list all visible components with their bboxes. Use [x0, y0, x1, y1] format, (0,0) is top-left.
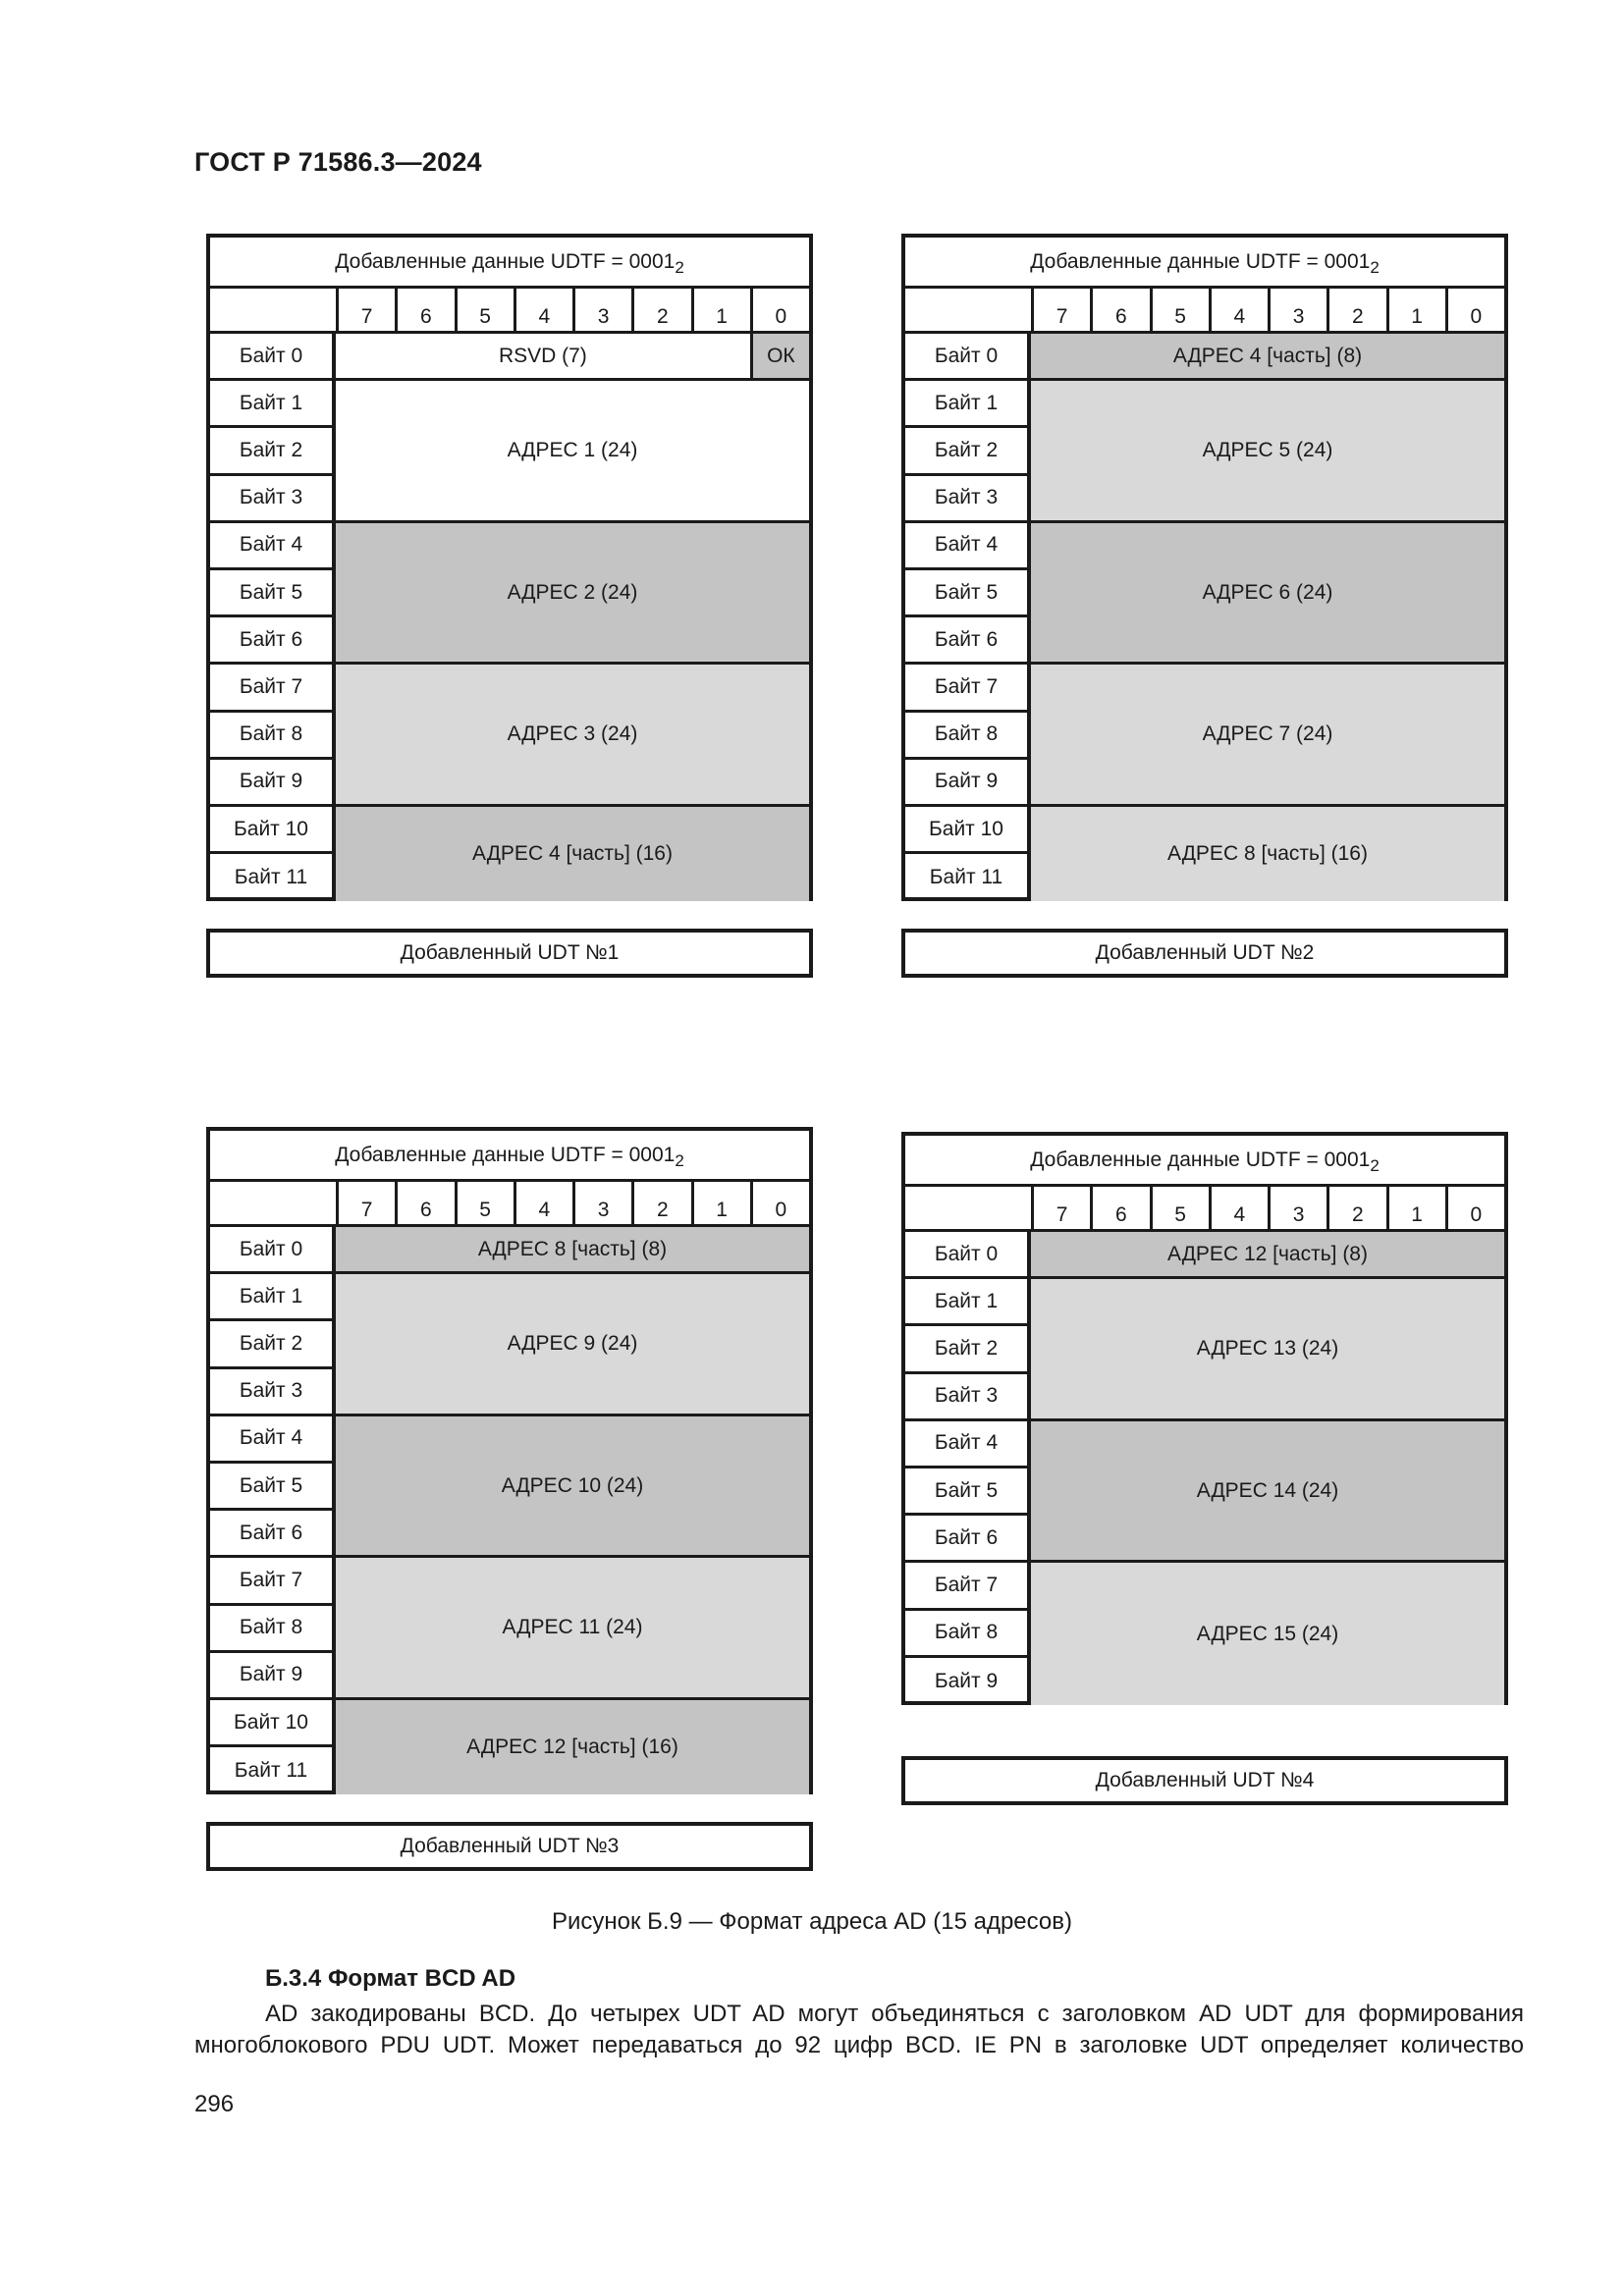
byte-label: Байт 1 [210, 381, 332, 428]
figure-caption: Рисунок Б.9 — Формат адреса AD (15 адресов) [551, 1908, 1073, 1935]
field-byte-0: АДРЕС 4 [часть] (8) [1031, 334, 1504, 381]
byte-label: Байт 5 [210, 1464, 332, 1511]
field-byte-0: АДРЕС 12 [часть] (8) [1031, 1232, 1504, 1279]
byte-label: Байт 6 [905, 617, 1027, 665]
byte-label: Байт 1 [905, 381, 1027, 428]
byte-label: Байт 4 [905, 523, 1027, 570]
section-title: Б.3.4 Формат BCD AD [265, 1965, 516, 1992]
udt-block-3 [206, 1127, 813, 1794]
byte-label: Байт 7 [905, 1563, 1027, 1610]
header-subscript: 2 [675, 257, 684, 277]
header-subscript: 2 [675, 1150, 684, 1170]
section-paragraph [194, 1999, 1524, 2061]
byte-label: Байт 3 [905, 1374, 1027, 1421]
page-number: 296 [194, 2091, 235, 2117]
ok-flag-cell: ОК [750, 334, 809, 381]
byte-label: Байт 11 [234, 866, 308, 889]
bit-number: 6 [395, 1182, 454, 1224]
byte-label: Байт 9 [905, 760, 1027, 807]
bit-number: 1 [1386, 1187, 1445, 1229]
udt-table [206, 1127, 813, 1794]
udt-table [901, 1132, 1508, 1705]
byte-label-column [905, 334, 1031, 901]
bit-number: 0 [750, 1182, 809, 1224]
byte-label: Байт 2 [210, 1321, 332, 1368]
address-field: АДРЕС 2 (24) [336, 523, 809, 666]
field-byte-0: RSVD (7) [336, 334, 750, 381]
address-field: АДРЕС 6 (24) [1031, 523, 1504, 666]
bit-number-row [905, 1187, 1504, 1232]
byte-label: Байт 9 [934, 1669, 999, 1692]
udt-block-1 [206, 234, 813, 901]
address-field: АДРЕС 13 (24) [1031, 1279, 1504, 1421]
byte-label: Байт 6 [905, 1516, 1027, 1563]
byte-label: Байт 0 [210, 334, 332, 381]
paragraph-line-1: AD закодированы BCD. До четырех UDT AD могут объединяться с заголовком AD UDT для формирования [265, 2001, 1524, 2027]
bit-number: 1 [691, 1182, 750, 1224]
byte-label: Байт 5 [905, 570, 1027, 617]
bit-number: 0 [750, 289, 809, 331]
bit-number: 4 [514, 289, 572, 331]
header-text: Добавленные данные UDTF = 0001 [1030, 249, 1371, 273]
paragraph-line-2: многоблокового PDU UDT. Может передаваться до 92 цифр BCD. IE PN в заголовке UDT определяет количество [194, 2032, 1524, 2058]
udt-table-header [210, 1131, 809, 1182]
byte-label: Байт 9 [210, 760, 332, 807]
address-field: АДРЕС 1 (24) [336, 381, 809, 523]
bit-number: 5 [455, 1182, 514, 1224]
byte-label: Байт 2 [210, 428, 332, 475]
bit-number: 1 [691, 289, 750, 331]
udt-caption-box: Добавленный UDT №3 [206, 1822, 813, 1871]
byte-label-column [905, 1232, 1031, 1705]
bit-number-row [905, 289, 1504, 334]
bit-number-row [210, 1182, 809, 1227]
bit-number: 6 [1090, 289, 1149, 331]
field-byte-0: АДРЕС 8 [часть] (8) [336, 1227, 809, 1274]
byte-label: Байт 4 [210, 523, 332, 570]
byte-label: Байт 5 [210, 570, 332, 617]
byte-label: Байт 8 [905, 1611, 1027, 1658]
byte-label: Байт 4 [210, 1416, 332, 1464]
document-title: ГОСТ Р 71586.3—2024 [194, 147, 482, 177]
byte-label: Байт 2 [905, 1326, 1027, 1373]
address-field: АДРЕС 9 (24) [336, 1274, 809, 1416]
bit-number: 6 [1090, 1187, 1149, 1229]
address-field: АДРЕС 8 [часть] (16) [1031, 807, 1504, 901]
address-field: АДРЕС 3 (24) [336, 665, 809, 807]
byte-label: Байт 0 [905, 334, 1027, 381]
byte-label: Байт 1 [905, 1279, 1027, 1326]
bit-number: 4 [1209, 1187, 1268, 1229]
udt-block-2 [901, 234, 1508, 901]
address-field: АДРЕС 14 (24) [1031, 1421, 1504, 1564]
byte-label-column [210, 1227, 336, 1794]
udt-table-header [905, 238, 1504, 289]
byte-label: Байт 2 [905, 428, 1027, 475]
address-field: АДРЕС 4 [часть] (16) [336, 807, 809, 901]
byte-label: Байт 6 [210, 1511, 332, 1558]
byte-label: Байт 7 [210, 1558, 332, 1605]
address-field: АДРЕС 7 (24) [1031, 665, 1504, 807]
byte-label: Байт 7 [210, 665, 332, 712]
header-text: Добавленные данные UDTF = 0001 [335, 249, 676, 273]
bit-number-row [210, 289, 809, 334]
byte-label: Байт 0 [905, 1232, 1027, 1279]
byte-label: Байт 1 [210, 1274, 332, 1321]
bit-number: 3 [572, 289, 631, 331]
byte-label: Байт 7 [905, 665, 1027, 712]
udt-table-header [210, 238, 809, 289]
bit-number: 2 [631, 289, 690, 331]
bit-number: 2 [1326, 1187, 1385, 1229]
udt-table [206, 234, 813, 901]
address-field: АДРЕС 11 (24) [336, 1558, 809, 1700]
header-subscript: 2 [1370, 257, 1380, 277]
bit-number: 5 [1150, 1187, 1209, 1229]
byte-label: Байт 3 [210, 1369, 332, 1416]
byte-label: Байт 8 [210, 713, 332, 760]
byte-label: Байт 0 [210, 1227, 332, 1274]
bit-number: 6 [395, 289, 454, 331]
byte-label: Байт 11 [234, 1759, 308, 1783]
bit-number: 7 [1031, 1187, 1090, 1229]
bit-number: 5 [455, 289, 514, 331]
bit-number: 3 [1268, 289, 1326, 331]
byte-label: Байт 5 [905, 1468, 1027, 1516]
address-field: АДРЕС 10 (24) [336, 1416, 809, 1559]
header-text: Добавленные данные UDTF = 0001 [335, 1143, 676, 1166]
byte-label: Байт 3 [210, 476, 332, 523]
header-text: Добавленные данные UDTF = 0001 [1030, 1148, 1371, 1171]
address-field: АДРЕС 15 (24) [1031, 1563, 1504, 1705]
byte-label: Байт 10 [210, 807, 332, 854]
byte-label: Байт 8 [905, 713, 1027, 760]
byte-label: Байт 8 [210, 1606, 332, 1653]
bit-number: 0 [1445, 289, 1504, 331]
byte-label: Байт 10 [210, 1700, 332, 1747]
bit-number: 2 [631, 1182, 690, 1224]
udt-caption-box: Добавленный UDT №4 [901, 1756, 1508, 1805]
udt-caption-box: Добавленный UDT №2 [901, 929, 1508, 978]
byte-label: Байт 9 [210, 1653, 332, 1700]
byte-label: Байт 3 [905, 476, 1027, 523]
bit-number: 4 [514, 1182, 572, 1224]
address-field: АДРЕС 12 [часть] (16) [336, 1700, 809, 1794]
byte-label: Байт 4 [905, 1421, 1027, 1468]
bit-number: 5 [1150, 289, 1209, 331]
byte-label: Байт 6 [210, 617, 332, 665]
bit-number: 0 [1445, 1187, 1504, 1229]
bit-number: 7 [336, 289, 395, 331]
header-subscript: 2 [1370, 1155, 1380, 1175]
byte-label-column [210, 334, 336, 901]
address-field: АДРЕС 5 (24) [1031, 381, 1504, 523]
bit-number: 3 [572, 1182, 631, 1224]
byte-label: Байт 11 [929, 866, 1003, 889]
byte-label: Байт 10 [905, 807, 1027, 854]
bit-number: 1 [1386, 289, 1445, 331]
bit-number: 3 [1268, 1187, 1326, 1229]
udt-table [901, 234, 1508, 901]
bit-number: 2 [1326, 289, 1385, 331]
udt-caption-box: Добавленный UDT №1 [206, 929, 813, 978]
bit-number: 7 [1031, 289, 1090, 331]
udt-block-4 [901, 1132, 1508, 1705]
bit-number: 7 [336, 1182, 395, 1224]
bit-number: 4 [1209, 289, 1268, 331]
udt-table-header [905, 1136, 1504, 1187]
